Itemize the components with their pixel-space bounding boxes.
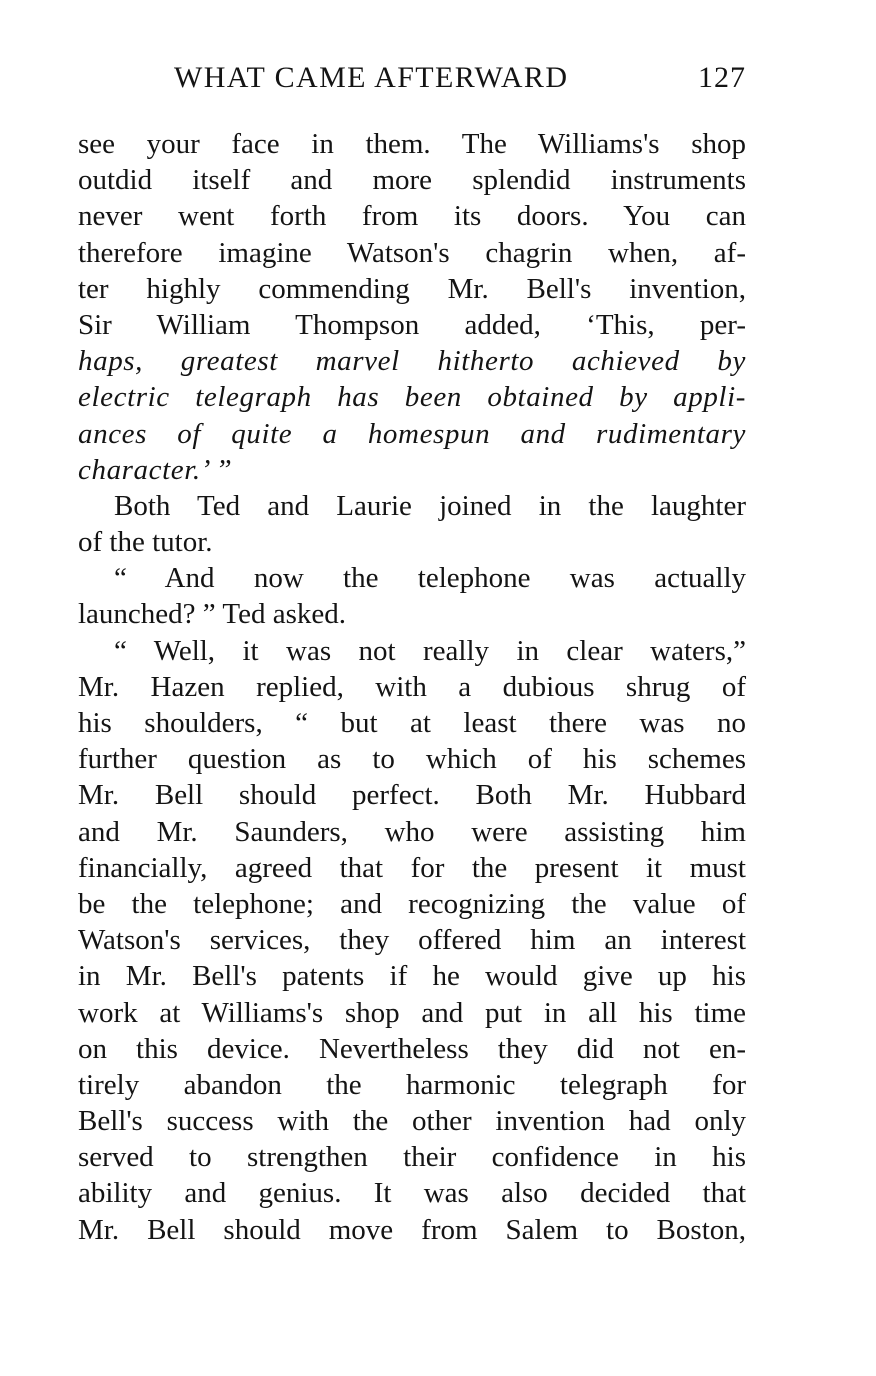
paragraph-first-line: “ Well, it was not really in clear waters,” (114, 634, 746, 667)
text-line: of the tutor. (78, 526, 213, 559)
text-line: Mr. Bell should move from Salem to Boston, (78, 1213, 746, 1246)
text-line: in Mr. Bell's patents if he would give up his (78, 960, 746, 993)
text-line: further question as to which of his schemes (78, 743, 746, 776)
text-line: therefore imagine Watson's chagrin when, af- (78, 236, 746, 269)
text-line: Bell's success with the other invention had only (78, 1105, 746, 1138)
running-title: WHAT CAME AFTERWARD (174, 61, 569, 94)
text-line: tirely abandon the harmonic telegraph for (78, 1068, 746, 1101)
text-line: never went forth from its doors. You can (78, 200, 746, 233)
text-line: ability and genius. It was also decided that (78, 1177, 746, 1210)
quoted-text-line: electric telegraph has been obtained by appli- (78, 381, 746, 414)
quoted-text-line: ances of quite a homespun and rudimentary (78, 417, 746, 450)
paragraph-first-line: Both Ted and Laurie joined in the laughter (114, 489, 746, 522)
text-line: and Mr. Saunders, who were assisting him (78, 815, 746, 848)
text-line: see your face in them. The Williams's shop (78, 128, 746, 160)
paragraph-first-line: “ And now the telephone was actually (114, 562, 746, 595)
text-line: served to strengthen their confidence in his (78, 1141, 746, 1174)
text-line: work at Williams's shop and put in all his time (78, 996, 746, 1029)
text-line: be the telephone; and recognizing the value of (78, 887, 746, 920)
text-line: Mr. Bell should perfect. Both Mr. Hubbard (78, 779, 746, 812)
text-line: Watson's services, they offered him an interest (78, 924, 746, 957)
text-line: Sir William Thompson added, ‘This, per- (78, 308, 746, 341)
body-text (78, 126, 746, 1248)
text-line: his shoulders, “ but at least there was no (78, 707, 746, 739)
text-line: on this device. Nevertheless they did not en- (78, 1032, 746, 1065)
text-line: outdid itself and more splendid instruments (78, 164, 746, 197)
running-header (78, 58, 746, 98)
text-line: financially, agreed that for the present it must (78, 851, 746, 884)
text-line: launched? ” Ted asked. (78, 598, 346, 631)
text-line: ter highly commending Mr. Bell's invention, (78, 272, 746, 305)
quoted-text-line: haps, greatest marvel hitherto achieved by (78, 345, 746, 378)
text-line: Mr. Hazen replied, with a dubious shrug of (78, 670, 746, 703)
page-number: 127 (698, 61, 746, 94)
quoted-text-line: character.’ ” (78, 453, 233, 486)
